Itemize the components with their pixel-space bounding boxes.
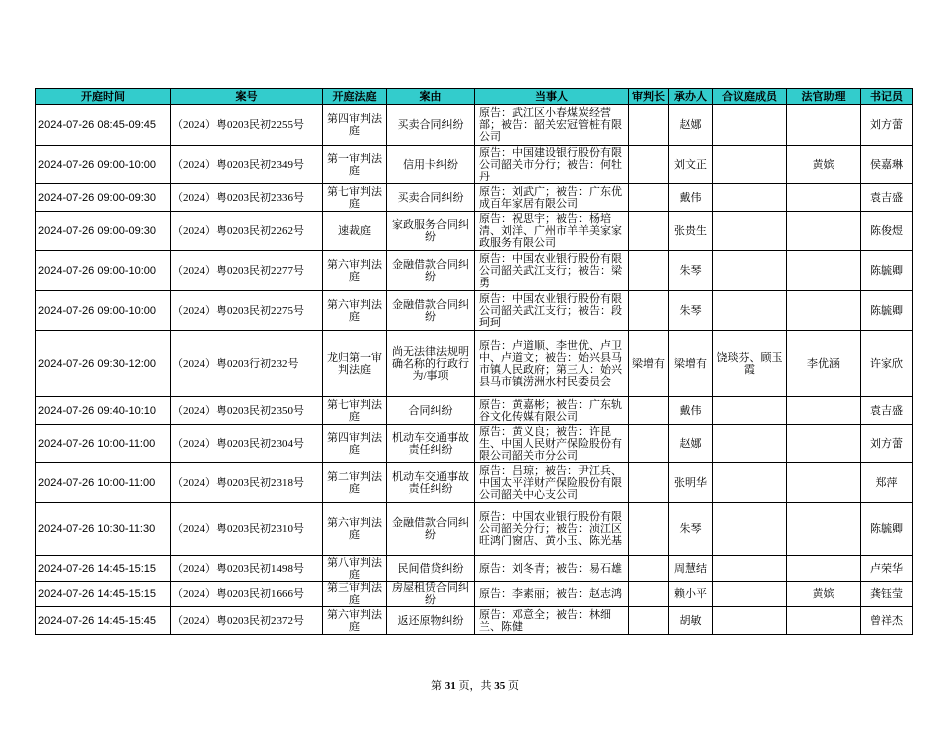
panel-members-cell (713, 251, 786, 290)
parties: 原告：刘武广；被告：广东优成百年家居有限公司 (479, 185, 622, 210)
page-footer-prefix: 第 (431, 680, 442, 692)
case-number: （2024）粤0203民初2350号 (172, 404, 304, 417)
courtroom: 第六审判法庭 (327, 298, 382, 323)
hearing-time-cell (36, 425, 170, 462)
courtroom-cell (323, 331, 386, 396)
case-number: （2024）粤0203行初232号 (172, 357, 299, 370)
case-cause: 金融借款合同纠纷 (392, 258, 469, 283)
parties: 原告：刘冬青；被告：易石雄 (479, 562, 622, 575)
case-handler: 赵娜 (679, 119, 702, 131)
judge-assistant-cell (787, 463, 860, 502)
case-handler-cell (669, 291, 712, 330)
case-handler: 周慧结 (674, 562, 707, 575)
case-number: （2024）粤0203民初2336号 (172, 191, 304, 204)
hearing-time: 2024-07-26 09:00-10:00 (38, 304, 157, 317)
court-clerk: 陈毓卿 (870, 264, 903, 277)
court-clerk-cell (861, 291, 912, 330)
case-cause-cell (387, 146, 474, 183)
hearing-time-cell (36, 251, 170, 290)
panel-members-cell (713, 503, 786, 555)
parties: 原告：中国农业银行股份有限公司韶关武江支行；被告：梁勇 (479, 252, 622, 289)
case-number: （2024）粤0203民初2318号 (172, 476, 304, 489)
case-cause: 机动车交通事故责任纠纷 (392, 431, 469, 456)
case-number-cell (171, 146, 322, 183)
total-page-count: 35 (494, 680, 506, 692)
column-header-judge-assistant (787, 89, 860, 104)
parties: 原告：祝思宇；被告：杨培清、刘洋、广州市羊羊美家家政服务有限公司 (479, 213, 622, 249)
courtroom-cell (323, 291, 386, 330)
court-clerk-cell (861, 556, 912, 581)
hearing-time: 2024-07-26 10:00-11:00 (38, 437, 156, 450)
case-cause: 金融借款合同纠纷 (392, 298, 469, 323)
case-number: （2024）粤0203民初2349号 (172, 158, 304, 171)
judge-assistant: 李优涵 (807, 357, 840, 370)
case-cause-cell (387, 291, 474, 330)
judge-assistant-cell (787, 331, 860, 396)
courtroom-cell (323, 503, 386, 555)
case-handler-cell (669, 105, 712, 145)
presiding-judge-cell (629, 503, 668, 555)
court-clerk-cell (861, 463, 912, 502)
hearing-time: 2024-07-26 09:00-10:00 (38, 264, 157, 277)
court-clerk-cell (861, 105, 912, 145)
hearing-time: 2024-07-26 14:45-15:15 (38, 588, 157, 600)
court-clerk-cell (861, 212, 912, 250)
hearing-time: 2024-07-26 14:45-15:15 (38, 562, 157, 575)
case-number: （2024）粤0203民初2262号 (172, 225, 304, 237)
case-handler-cell (669, 184, 712, 211)
presiding-judge: 梁增有 (632, 357, 665, 370)
judge-assistant-cell (787, 146, 860, 183)
hearing-time: 2024-07-26 09:40-10:10 (38, 404, 157, 417)
case-cause: 返还原物纠纷 (397, 614, 464, 627)
court-clerk: 陈毓卿 (870, 304, 903, 317)
judge-assistant-cell (787, 397, 860, 424)
column-header-label: 开庭时间 (81, 90, 125, 103)
case-cause: 民间借贷纠纷 (397, 562, 464, 575)
column-header-label: 当事人 (535, 90, 568, 103)
case-number: （2024）粤0203民初2310号 (172, 523, 304, 535)
hearing-time: 2024-07-26 09:00-10:00 (38, 158, 157, 171)
parties-cell (475, 331, 628, 396)
judge-assistant-cell (787, 105, 860, 145)
court-clerk-cell (861, 251, 912, 290)
case-handler: 朱琴 (679, 523, 702, 535)
column-header-label: 书记员 (870, 90, 903, 103)
hearing-time-cell (36, 607, 170, 634)
hearing-time-cell (36, 503, 170, 555)
hearing-time-cell (36, 146, 170, 183)
panel-members-cell (713, 582, 786, 606)
parties-cell (475, 212, 628, 250)
courtroom: 第二审判法庭 (327, 470, 382, 495)
court-clerk-cell (861, 331, 912, 396)
case-handler-cell (669, 556, 712, 581)
case-number: （2024）粤0203民初2275号 (172, 304, 304, 317)
column-header-label: 合议庭成员 (722, 90, 777, 103)
presiding-judge-cell (629, 582, 668, 606)
case-handler: 戴伟 (679, 404, 702, 417)
hearing-time-cell (36, 331, 170, 396)
courtroom: 第四审判法庭 (327, 113, 382, 137)
court-clerk: 曾祥杰 (870, 614, 903, 627)
case-handler-cell (669, 425, 712, 462)
case-cause-cell (387, 425, 474, 462)
panel-members-cell (713, 556, 786, 581)
parties-cell (475, 607, 628, 634)
column-header-case-number (171, 89, 322, 104)
presiding-judge-cell (629, 463, 668, 502)
hearing-schedule-table (35, 88, 913, 635)
case-cause-cell (387, 556, 474, 581)
judge-assistant-cell (787, 556, 860, 581)
case-cause-cell (387, 331, 474, 396)
case-cause: 买卖合同纠纷 (397, 119, 464, 131)
hearing-time: 2024-07-26 08:45-09:45 (38, 119, 157, 131)
hearing-time-cell (36, 212, 170, 250)
courtroom-cell (323, 556, 386, 581)
case-number-cell (171, 331, 322, 396)
case-cause-cell (387, 503, 474, 555)
judge-assistant-cell (787, 503, 860, 555)
case-handler: 梁增有 (674, 357, 707, 370)
case-handler-cell (669, 503, 712, 555)
case-cause-cell (387, 251, 474, 290)
presiding-judge-cell (629, 146, 668, 183)
case-cause-cell (387, 184, 474, 211)
parties-cell (475, 425, 628, 462)
case-number-cell (171, 503, 322, 555)
presiding-judge-cell (629, 251, 668, 290)
case-cause: 家政服务合同纠纷 (392, 219, 469, 243)
court-clerk: 陈毓卿 (870, 523, 903, 535)
column-header-label: 案号 (235, 90, 258, 103)
court-clerk-cell (861, 397, 912, 424)
hearing-time-cell (36, 556, 170, 581)
case-cause: 金融借款合同纠纷 (392, 517, 469, 541)
column-header-case-handler (669, 89, 712, 104)
column-header-label: 法官助理 (801, 90, 846, 103)
case-cause-cell (387, 582, 474, 606)
case-cause: 合同纠纷 (408, 404, 453, 417)
court-clerk: 刘方蕾 (870, 437, 903, 450)
case-cause: 房屋租赁合同纠纷 (392, 582, 469, 606)
parties-cell (475, 105, 628, 145)
case-number-cell (171, 251, 322, 290)
courtroom: 第四审判法庭 (327, 431, 382, 456)
panel-members-cell (713, 184, 786, 211)
parties-cell (475, 291, 628, 330)
panel-members-cell (713, 397, 786, 424)
case-number-cell (171, 397, 322, 424)
case-cause-cell (387, 105, 474, 145)
judge-assistant-cell (787, 582, 860, 606)
parties: 原告：卢道顺、李世优、卢卫中、卢道文；被告：始兴县马市镇人民政府；第三人：始兴县马市镇涝洲水村民委员会 (479, 339, 622, 388)
case-cause-cell (387, 607, 474, 634)
case-handler-cell (669, 397, 712, 424)
parties-cell (475, 556, 628, 581)
panel-members-cell (713, 212, 786, 250)
case-handler-cell (669, 331, 712, 396)
case-number-cell (171, 425, 322, 462)
hearing-time-cell (36, 291, 170, 330)
court-clerk-cell (861, 425, 912, 462)
parties: 原告：邓意全；被告：林细兰、陈健 (479, 608, 611, 633)
judge-assistant-cell (787, 425, 860, 462)
parties: 原告：黄义良；被告：许昆生、中国人民财产保险股份有限公司韶关市分公司 (479, 425, 622, 462)
parties-cell (475, 184, 628, 211)
hearing-time-cell (36, 582, 170, 606)
panel-members-cell (713, 105, 786, 145)
courtroom: 第三审判法庭 (327, 582, 382, 606)
case-handler-cell (669, 463, 712, 502)
page-footer-suffix: 页 (508, 680, 519, 692)
hearing-time-cell (36, 397, 170, 424)
case-cause: 买卖合同纠纷 (397, 191, 464, 204)
case-number-cell (171, 291, 322, 330)
case-number: （2024）粤0203民初1498号 (172, 562, 304, 575)
court-clerk: 袁吉盛 (870, 404, 903, 417)
judge-assistant-cell (787, 251, 860, 290)
case-handler: 赖小平 (674, 588, 707, 600)
court-clerk: 袁吉盛 (870, 191, 903, 204)
case-handler: 胡敏 (679, 614, 702, 627)
parties-cell (475, 397, 628, 424)
column-header-label: 审判长 (632, 90, 665, 103)
judge-assistant-cell (787, 184, 860, 211)
courtroom: 速裁庭 (338, 225, 371, 237)
case-handler: 戴伟 (679, 191, 702, 204)
panel-members-cell (713, 146, 786, 183)
court-clerk: 刘方蕾 (870, 119, 903, 131)
panel-members-cell (713, 425, 786, 462)
hearing-time-cell (36, 463, 170, 502)
court-clerk-cell (861, 607, 912, 634)
column-header-parties (475, 89, 628, 104)
judge-assistant: 黄嫔 (812, 158, 835, 171)
courtroom-cell (323, 425, 386, 462)
presiding-judge-cell (629, 331, 668, 396)
case-handler-cell (669, 607, 712, 634)
hearing-time-cell (36, 105, 170, 145)
judge-assistant-cell (787, 212, 860, 250)
presiding-judge-cell (629, 291, 668, 330)
case-number-cell (171, 556, 322, 581)
court-clerk: 陈俊煜 (870, 225, 903, 237)
courtroom: 第一审判法庭 (327, 152, 382, 177)
case-handler-cell (669, 582, 712, 606)
courtroom: 第七审判法庭 (327, 398, 382, 423)
presiding-judge-cell (629, 105, 668, 145)
case-number: （2024）粤0203民初2372号 (172, 614, 304, 627)
page-footer-mid: 页，共 (458, 680, 492, 692)
column-header-court-clerk (861, 89, 912, 104)
courtroom-cell (323, 463, 386, 502)
case-number-cell (171, 105, 322, 145)
hearing-time: 2024-07-26 09:00-09:30 (38, 191, 157, 204)
case-number: （2024）粤0203民初2255号 (172, 119, 304, 131)
case-cause-cell (387, 212, 474, 250)
case-cause: 信用卡纠纷 (403, 158, 458, 171)
parties-cell (475, 146, 628, 183)
panel-members-cell (713, 463, 786, 502)
courtroom: 第八审判法庭 (327, 556, 382, 581)
page-footer (0, 679, 950, 693)
case-number: （2024）粤0203民初2304号 (172, 437, 304, 450)
case-handler: 张明华 (674, 476, 707, 489)
hearing-time: 2024-07-26 14:45-15:45 (38, 614, 157, 627)
case-number-cell (171, 184, 322, 211)
parties: 原告：中国建设银行股份有限公司韶关市分行；被告：何牡丹 (479, 146, 622, 183)
court-clerk-cell (861, 582, 912, 606)
courtroom: 第六审判法庭 (327, 517, 382, 541)
presiding-judge-cell (629, 184, 668, 211)
parties: 原告：中国农业银行股份有限公司韶关分行；被告：浈江区旺鸿门窗店、黄小玉、陈光基 (479, 511, 622, 547)
case-handler-cell (669, 146, 712, 183)
case-handler-cell (669, 212, 712, 250)
courtroom-cell (323, 607, 386, 634)
courtroom-cell (323, 582, 386, 606)
parties-cell (475, 503, 628, 555)
case-handler-cell (669, 251, 712, 290)
court-clerk: 侯嘉琳 (870, 158, 903, 171)
panel-members-cell (713, 331, 786, 396)
courtroom-cell (323, 251, 386, 290)
courtroom-cell (323, 146, 386, 183)
hearing-time: 2024-07-26 10:00-11:00 (38, 476, 156, 489)
column-header-hearing-time (36, 89, 170, 104)
presiding-judge-cell (629, 607, 668, 634)
hearing-time-cell (36, 184, 170, 211)
hearing-time: 2024-07-26 09:30-12:00 (38, 357, 157, 370)
court-clerk-cell (861, 184, 912, 211)
judge-assistant-cell (787, 607, 860, 634)
court-clerk: 龚钰莹 (870, 588, 903, 600)
parties: 原告：李素丽；被告：赵志鸿 (479, 588, 622, 600)
courtroom-cell (323, 212, 386, 250)
courtroom: 龙归第一审判法庭 (327, 351, 382, 376)
courtroom: 第六审判法庭 (327, 258, 382, 283)
case-number-cell (171, 463, 322, 502)
court-clerk-cell (861, 146, 912, 183)
hearing-time: 2024-07-26 09:00-09:30 (38, 225, 157, 237)
parties: 原告：武江区小春煤炭经营部；被告：韶关宏冠管桩有限公司 (479, 107, 622, 143)
case-handler: 刘文正 (674, 158, 707, 171)
parties: 原告：中国农业银行股份有限公司韶关武江支行；被告：段珂珂 (479, 292, 622, 329)
judge-assistant-cell (787, 291, 860, 330)
parties-cell (475, 582, 628, 606)
panel-members-cell (713, 607, 786, 634)
judge-assistant: 黄嫔 (812, 588, 835, 600)
parties: 原告：吕琼；被告：尹江兵、中国太平洋财产保险股份有限公司韶关中心支公司 (479, 464, 622, 501)
case-handler: 张贵生 (674, 225, 707, 237)
courtroom: 第七审判法庭 (327, 185, 382, 210)
court-clerk: 郑萍 (875, 476, 898, 489)
presiding-judge-cell (629, 556, 668, 581)
case-number-cell (171, 607, 322, 634)
hearing-time: 2024-07-26 10:30-11:30 (38, 523, 156, 535)
parties-cell (475, 463, 628, 502)
case-handler: 朱琴 (679, 304, 702, 317)
presiding-judge-cell (629, 212, 668, 250)
panel-members: 饶琰芬、顾玉霞 (716, 351, 783, 376)
current-page-number: 31 (444, 680, 456, 692)
court-clerk: 卢荣华 (870, 562, 903, 575)
case-cause: 尚无法律法规明确名称的行政行为/事项 (392, 345, 469, 382)
presiding-judge-cell (629, 425, 668, 462)
case-number: （2024）粤0203民初1666号 (172, 588, 304, 600)
case-number-cell (171, 212, 322, 250)
case-number-cell (171, 582, 322, 606)
parties: 原告：黄嘉彬；被告：广东轨谷文化传媒有限公司 (479, 398, 622, 423)
column-header-label: 承办人 (674, 90, 707, 103)
case-number: （2024）粤0203民初2277号 (172, 264, 304, 277)
courtroom-cell (323, 184, 386, 211)
court-clerk: 许家欣 (870, 357, 903, 370)
case-cause-cell (387, 397, 474, 424)
panel-members-cell (713, 291, 786, 330)
column-header-case-cause (387, 89, 474, 104)
courtroom-cell (323, 105, 386, 145)
courtroom: 第六审判法庭 (327, 608, 382, 633)
column-header-label: 开庭法庭 (332, 90, 377, 103)
parties-cell (475, 251, 628, 290)
column-header-label: 案由 (419, 90, 442, 103)
column-header-presiding-judge (629, 89, 668, 104)
court-clerk-cell (861, 503, 912, 555)
presiding-judge-cell (629, 397, 668, 424)
case-cause: 机动车交通事故责任纠纷 (392, 470, 469, 495)
column-header-panel-members (713, 89, 786, 104)
case-handler: 赵娜 (679, 437, 702, 450)
case-cause-cell (387, 463, 474, 502)
column-header-courtroom (323, 89, 386, 104)
courtroom-cell (323, 397, 386, 424)
case-handler: 朱琴 (679, 264, 702, 277)
